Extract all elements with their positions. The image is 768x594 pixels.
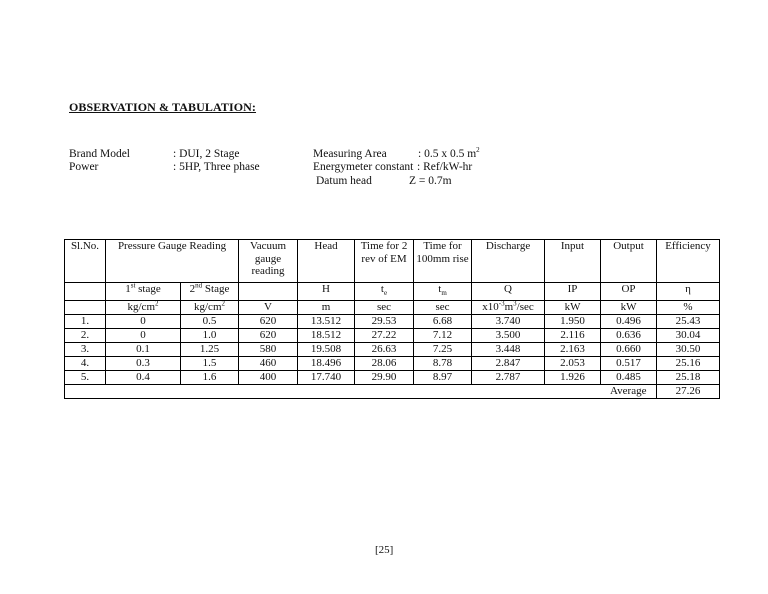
cell-efficiency: 25.16: [657, 356, 720, 370]
cell-vacuum: 620: [239, 328, 298, 342]
symbol-input: IP: [545, 283, 601, 301]
cell-head: 13.512: [298, 314, 355, 328]
header-output: Output: [601, 240, 657, 283]
cell-time-rise: 7.12: [414, 328, 472, 342]
unit-output: kW: [601, 300, 657, 314]
cell-stage1: 0.4: [106, 370, 181, 384]
cell-vacuum: 620: [239, 314, 298, 328]
symbol-slno: [65, 283, 106, 301]
average-spacer: [65, 384, 601, 398]
average-row: [65, 384, 720, 398]
unit-stage2: $kg/cm^2$: [181, 300, 239, 314]
cell-output: 0.485: [601, 370, 657, 384]
cell-stage2: 0.5: [181, 314, 239, 328]
measuring-area-row: [313, 147, 513, 161]
table-row: [65, 314, 720, 328]
unit-time-rise: sec: [414, 300, 472, 314]
cell-time-rise: 7.25: [414, 342, 472, 356]
cell-stage2: 1.6: [181, 370, 239, 384]
measuring-area-value: : 0.5 x 0.5 $m^2$: [418, 146, 480, 160]
cell-time-rise: 8.97: [414, 370, 472, 384]
header-discharge: Discharge: [472, 240, 545, 283]
unit-head: m: [298, 300, 355, 314]
average-value: 27.26: [657, 384, 720, 398]
cell-stage1: 0: [106, 314, 181, 328]
cell-input: 2.163: [545, 342, 601, 356]
cell-efficiency: 25.18: [657, 370, 720, 384]
header-efficiency: Efficiency: [657, 240, 720, 283]
cell-stage2: 1.0: [181, 328, 239, 342]
unit-input: kW: [545, 300, 601, 314]
page-number: [25]: [375, 544, 394, 556]
cell-efficiency: 25.43: [657, 314, 720, 328]
symbol-stage1: 1st stage: [106, 283, 181, 301]
unit-discharge: $x10^{-3}m^3/\sec$: [472, 300, 545, 314]
table-row: [65, 356, 720, 370]
cell-stage1: 0.1: [106, 342, 181, 356]
table-row: [65, 328, 720, 342]
cell-output: 0.660: [601, 342, 657, 356]
cell-head: 18.496: [298, 356, 355, 370]
cell-output: 0.496: [601, 314, 657, 328]
symbol-row: [65, 283, 720, 301]
cell-stage2: 1.25: [181, 342, 239, 356]
cell-efficiency: 30.04: [657, 328, 720, 342]
cell-input: 2.116: [545, 328, 601, 342]
energymeter-row: [313, 160, 513, 174]
observation-table: [64, 239, 720, 399]
cell-time-rev: 27.22: [355, 328, 414, 342]
cell-time-rev: 29.53: [355, 314, 414, 328]
power-value: : 5HP, Three phase: [173, 161, 260, 173]
brand-model-row: [69, 147, 289, 161]
header-row: [65, 240, 720, 283]
cell-time-rev: 29.90: [355, 370, 414, 384]
measuring-area-label: Measuring Area: [313, 148, 387, 160]
cell-input: 1.950: [545, 314, 601, 328]
cell-time-rev: 28.06: [355, 356, 414, 370]
datum-head-row: [316, 174, 516, 188]
symbol-vacuum: [239, 283, 298, 301]
symbol-efficiency: η: [657, 283, 720, 301]
header-head: Head: [298, 240, 355, 283]
power-row: [69, 160, 289, 174]
cell-slno: 4.: [65, 356, 106, 370]
cell-output: 0.636: [601, 328, 657, 342]
cell-discharge: 2.847: [472, 356, 545, 370]
cell-stage1: 0: [106, 328, 181, 342]
cell-discharge: 3.448: [472, 342, 545, 356]
symbol-output: OP: [601, 283, 657, 301]
table-row: [65, 370, 720, 384]
cell-discharge: 3.740: [472, 314, 545, 328]
cell-slno: 3.: [65, 342, 106, 356]
cell-slno: 1.: [65, 314, 106, 328]
cell-time-rise: 8.78: [414, 356, 472, 370]
power-label: Power: [69, 161, 99, 173]
cell-head: 19.508: [298, 342, 355, 356]
cell-output: 0.517: [601, 356, 657, 370]
cell-head: 17.740: [298, 370, 355, 384]
unit-slno: [65, 300, 106, 314]
header-vacuum: Vacuum gauge reading: [239, 240, 298, 283]
header-slno: Sl.No.: [65, 240, 106, 283]
header-input: Input: [545, 240, 601, 283]
brand-model-label: Brand Model: [69, 148, 131, 160]
unit-efficiency: %: [657, 300, 720, 314]
symbol-discharge: Q: [472, 283, 545, 301]
cell-stage2: 1.5: [181, 356, 239, 370]
cell-slno: 2.: [65, 328, 106, 342]
cell-discharge: 2.787: [472, 370, 545, 384]
brand-model-value: : DUI, 2 Stage: [173, 148, 240, 160]
symbol-head: H: [298, 283, 355, 301]
cell-input: 1.926: [545, 370, 601, 384]
table-row: [65, 342, 720, 356]
unit-row: [65, 300, 720, 314]
energymeter-label: Energymeter constant: [313, 161, 414, 173]
cell-head: 18.512: [298, 328, 355, 342]
cell-efficiency: 30.50: [657, 342, 720, 356]
symbol-time-rise: $t_m$: [414, 283, 472, 301]
cell-stage1: 0.3: [106, 356, 181, 370]
symbol-stage2: 2nd Stage: [181, 283, 239, 301]
header-time-rev: Time for 2 rev of EM: [355, 240, 414, 283]
unit-stage1: $kg/cm^2$: [106, 300, 181, 314]
datum-head-label: Datum head: [316, 175, 372, 187]
header-time-rise: Time for 100mm rise: [414, 240, 472, 283]
header-pressure: Pressure Gauge Reading: [106, 240, 239, 283]
datum-head-value: Z = 0.7m: [409, 175, 452, 187]
unit-time-rev: sec: [355, 300, 414, 314]
cell-input: 2.053: [545, 356, 601, 370]
cell-discharge: 3.500: [472, 328, 545, 342]
cell-vacuum: 580: [239, 342, 298, 356]
section-heading: OBSERVATION & TABULATION:: [69, 100, 257, 114]
cell-vacuum: 460: [239, 356, 298, 370]
unit-vacuum: V: [239, 300, 298, 314]
average-label: Average: [601, 384, 657, 398]
cell-slno: 5.: [65, 370, 106, 384]
energymeter-value: : Ref/kW-hr: [417, 161, 473, 173]
cell-vacuum: 400: [239, 370, 298, 384]
symbol-time-rev: $t_e$: [355, 283, 414, 301]
cell-time-rev: 26.63: [355, 342, 414, 356]
cell-time-rise: 6.68: [414, 314, 472, 328]
